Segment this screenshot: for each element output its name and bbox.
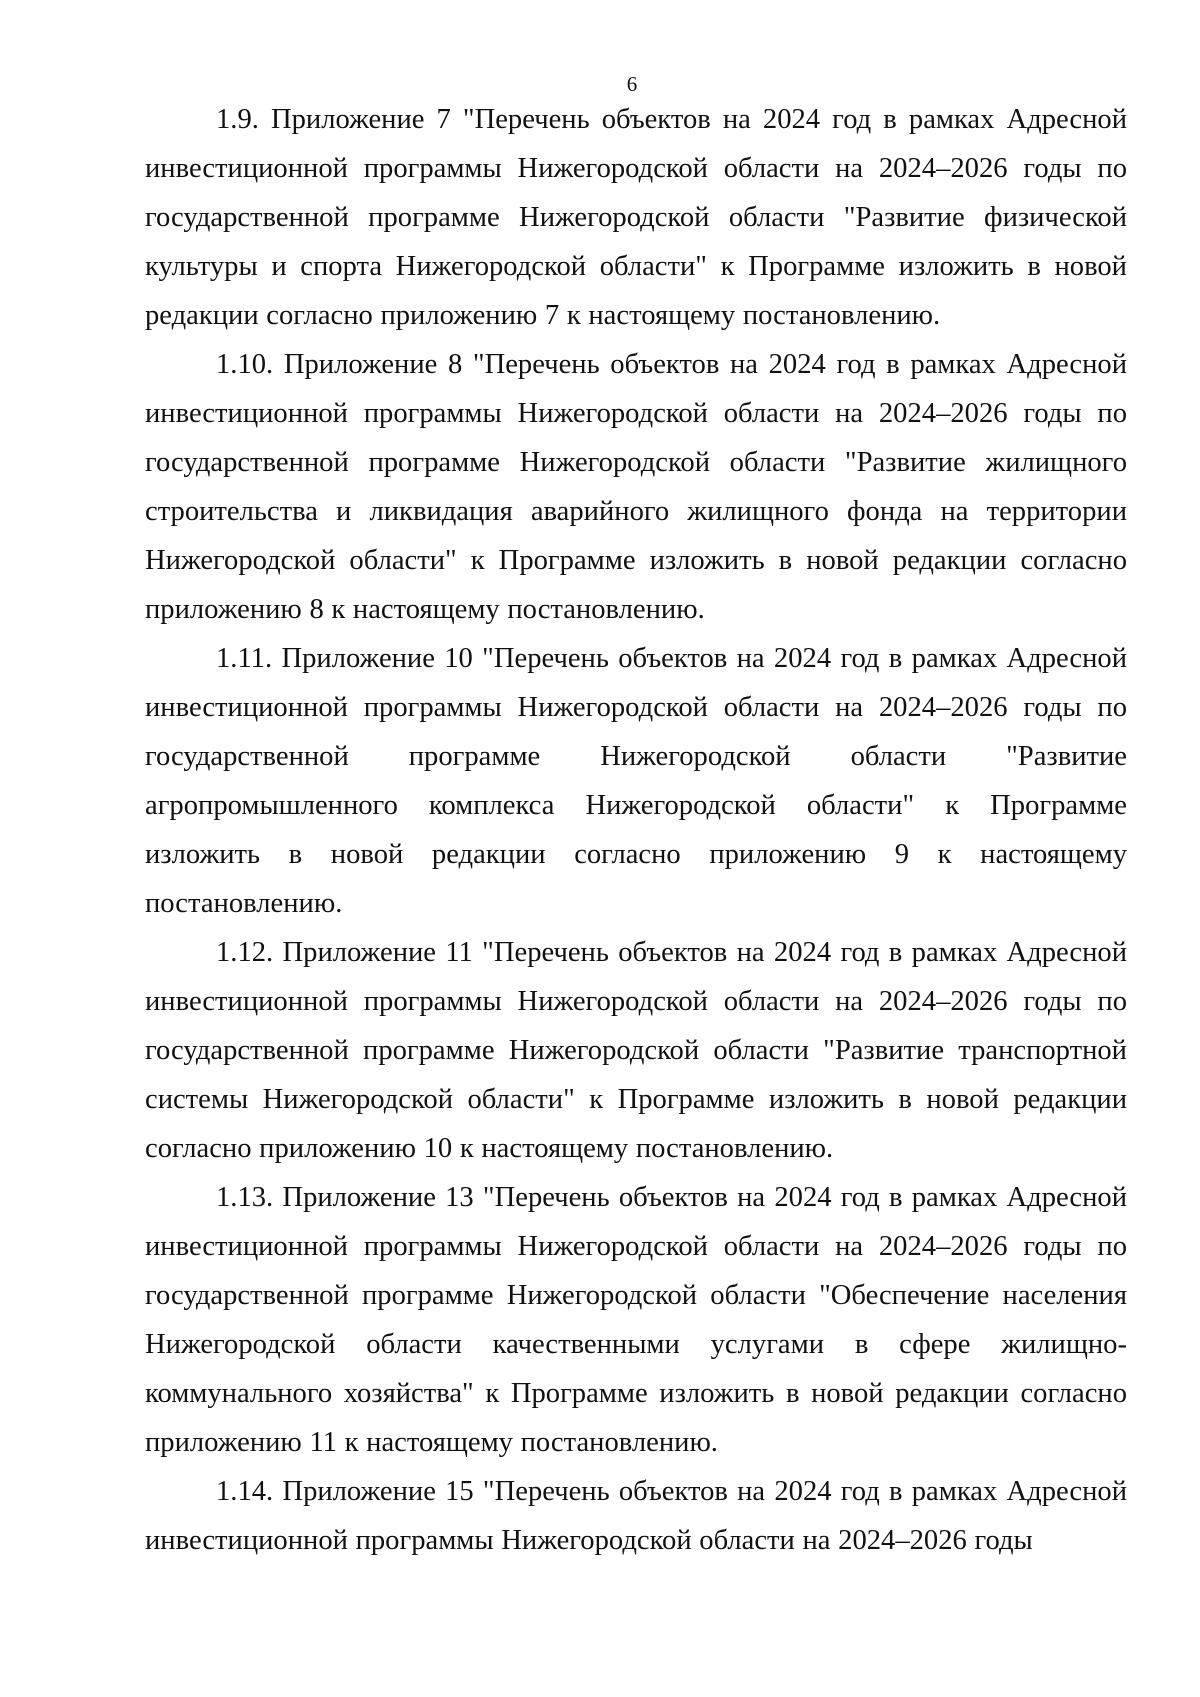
paragraph-1-13: 1.13. Приложение 13 "Перечень объектов на 2024 год в рамках Адресной инвестиционной программы Нижегородской области на 2024–2026 годы по государственной программе Нижегородской области "Обеспечение населения Нижегородской области качественными услугами в сфере жилищно-коммунального хозяйства" к Программе изложить в новой редакции согласно приложению 11 к настоящему постановлению. — [145, 1182, 1127, 1458]
page-number: 6 — [626, 72, 638, 96]
document-body — [145, 95, 1127, 1565]
paragraph-1-11: 1.11. Приложение 10 "Перечень объектов на 2024 год в рамках Адресной инвестиционной программы Нижегородской области на 2024–2026 годы по государственной программе Нижегородской области "Развитие агропромышленного комплекса Нижегородской области" к Программе изложить в новой редакции согласно приложению 9 к настоящему постановлению. — [145, 643, 1127, 919]
paragraph-1-12: 1.12. Приложение 11 "Перечень объектов на 2024 год в рамках Адресной инвестиционной программы Нижегородской области на 2024–2026 годы по государственной программе Нижегородской области "Развитие транспортной системы Нижегородской области" к Программе изложить в новой редакции согласно приложению 10 к настоящему постановлению. — [145, 937, 1127, 1164]
paragraph-1-14: 1.14. Приложение 15 "Перечень объектов на 2024 год в рамках Адресной инвестиционной программы Нижегородской области на 2024–2026 годы — [145, 1476, 1127, 1556]
paragraph-1-9: 1.9. Приложение 7 "Перечень объектов на 2024 год в рамках Адресной инвестиционной программы Нижегородской области на 2024–2026 годы по государственной программе Нижегородской области "Развитие физической культуры и спорта Нижегородской области" к Программе изложить в новой редакции согласно приложению 7 к настоящему постановлению. — [145, 104, 1127, 331]
paragraph-1-10: 1.10. Приложение 8 "Перечень объектов на 2024 год в рамках Адресной инвестиционной программы Нижегородской области на 2024–2026 годы по государственной программе Нижегородской области "Развитие жилищного строительства и ликвидация аварийного жилищного фонда на территории Нижегородской области" к Программе изложить в новой редакции согласно приложению 8 к настоящему постановлению. — [145, 349, 1127, 625]
